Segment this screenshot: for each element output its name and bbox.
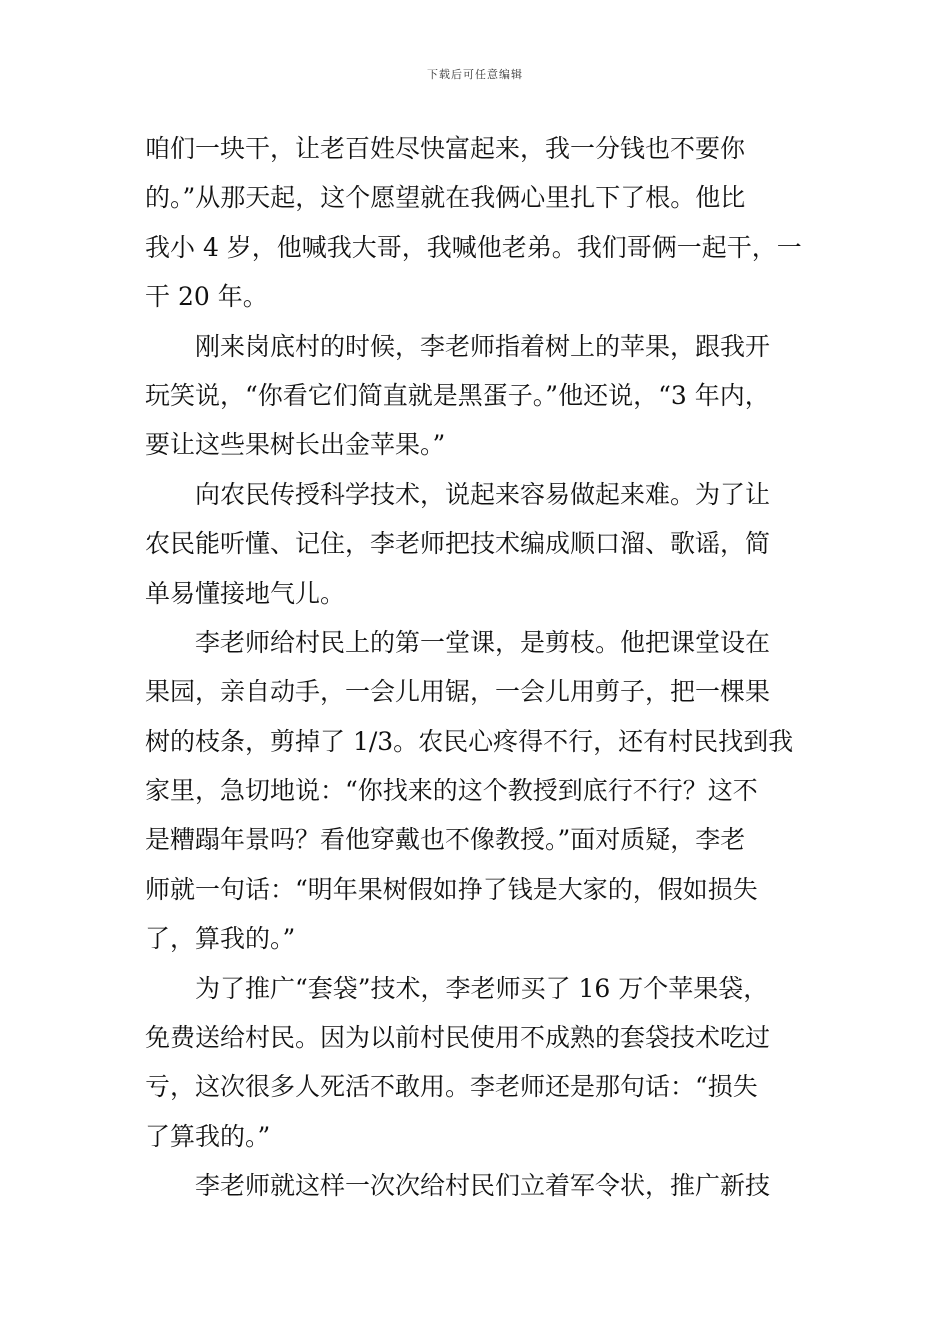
paragraph-first-line: 李老师就这样一次次给村民们立着军令状，推广新技 (195, 1171, 771, 1201)
text-line: 果园，亲自动手，一会儿用锯，一会儿用剪子，把一棵果 (145, 677, 771, 707)
text-line: 要让这些果树长出金苹果。” (145, 430, 446, 460)
text-line: 亏，这次很多人死活不敢用。李老师还是那句话：“损失 (145, 1072, 758, 1102)
paragraph-first-line: 向农民传授科学技术，说起来容易做起来难。为了让 (195, 479, 771, 509)
text-line: 是糟蹋年景吗？看他穿戴也不像教授。”面对质疑，李老 (145, 825, 746, 855)
text-line: 免费送给村民。因为以前村民使用不成熟的套袋技术吃过 (145, 1023, 771, 1053)
paragraph-first-line: 李老师给村民上的第一堂课，是剪枝。他把课堂设在 (195, 627, 771, 657)
text-line: 家里，急切地说：“你找来的这个教授到底行不行？这不 (145, 776, 758, 806)
paragraph-first-line: 为了推广“套袋”技术，李老师买了 16 万个苹果袋， (195, 973, 769, 1003)
text-line: 我小 4 岁，他喊我大哥，我喊他老弟。我们哥俩一起干，一 (145, 232, 802, 262)
text-line: 的。”从那天起，这个愿望就在我俩心里扎下了根。他比 (145, 183, 746, 213)
text-line: 师就一句话：“明年果树假如挣了钱是大家的，假如损失 (145, 874, 758, 904)
paragraph-first-line: 刚来岗底村的时候，李老师指着树上的苹果，跟我开 (195, 331, 771, 361)
text-line: 了算我的。” (145, 1121, 271, 1151)
document-body (145, 124, 810, 1211)
text-line: 咱们一块干，让老百姓尽快富起来，我一分钱也不要你 (145, 134, 746, 163)
text-line: 干 20 年。 (145, 282, 268, 312)
text-line: 了，算我的。” (145, 924, 296, 954)
text-line: 农民能听懂、记住，李老师把技术编成顺口溜、歌谣，简 (145, 529, 771, 559)
text-line: 树的枝条，剪掉了 1/3。农民心疼得不行，还有村民找到我 (145, 726, 794, 756)
page-header: 下载后可任意编辑 (427, 68, 523, 81)
text-line: 单易懂接地气儿。 (145, 578, 346, 608)
text-line: 玩笑说，“你看它们简直就是黑蛋子。”他还说，“3 年内， (145, 380, 770, 410)
